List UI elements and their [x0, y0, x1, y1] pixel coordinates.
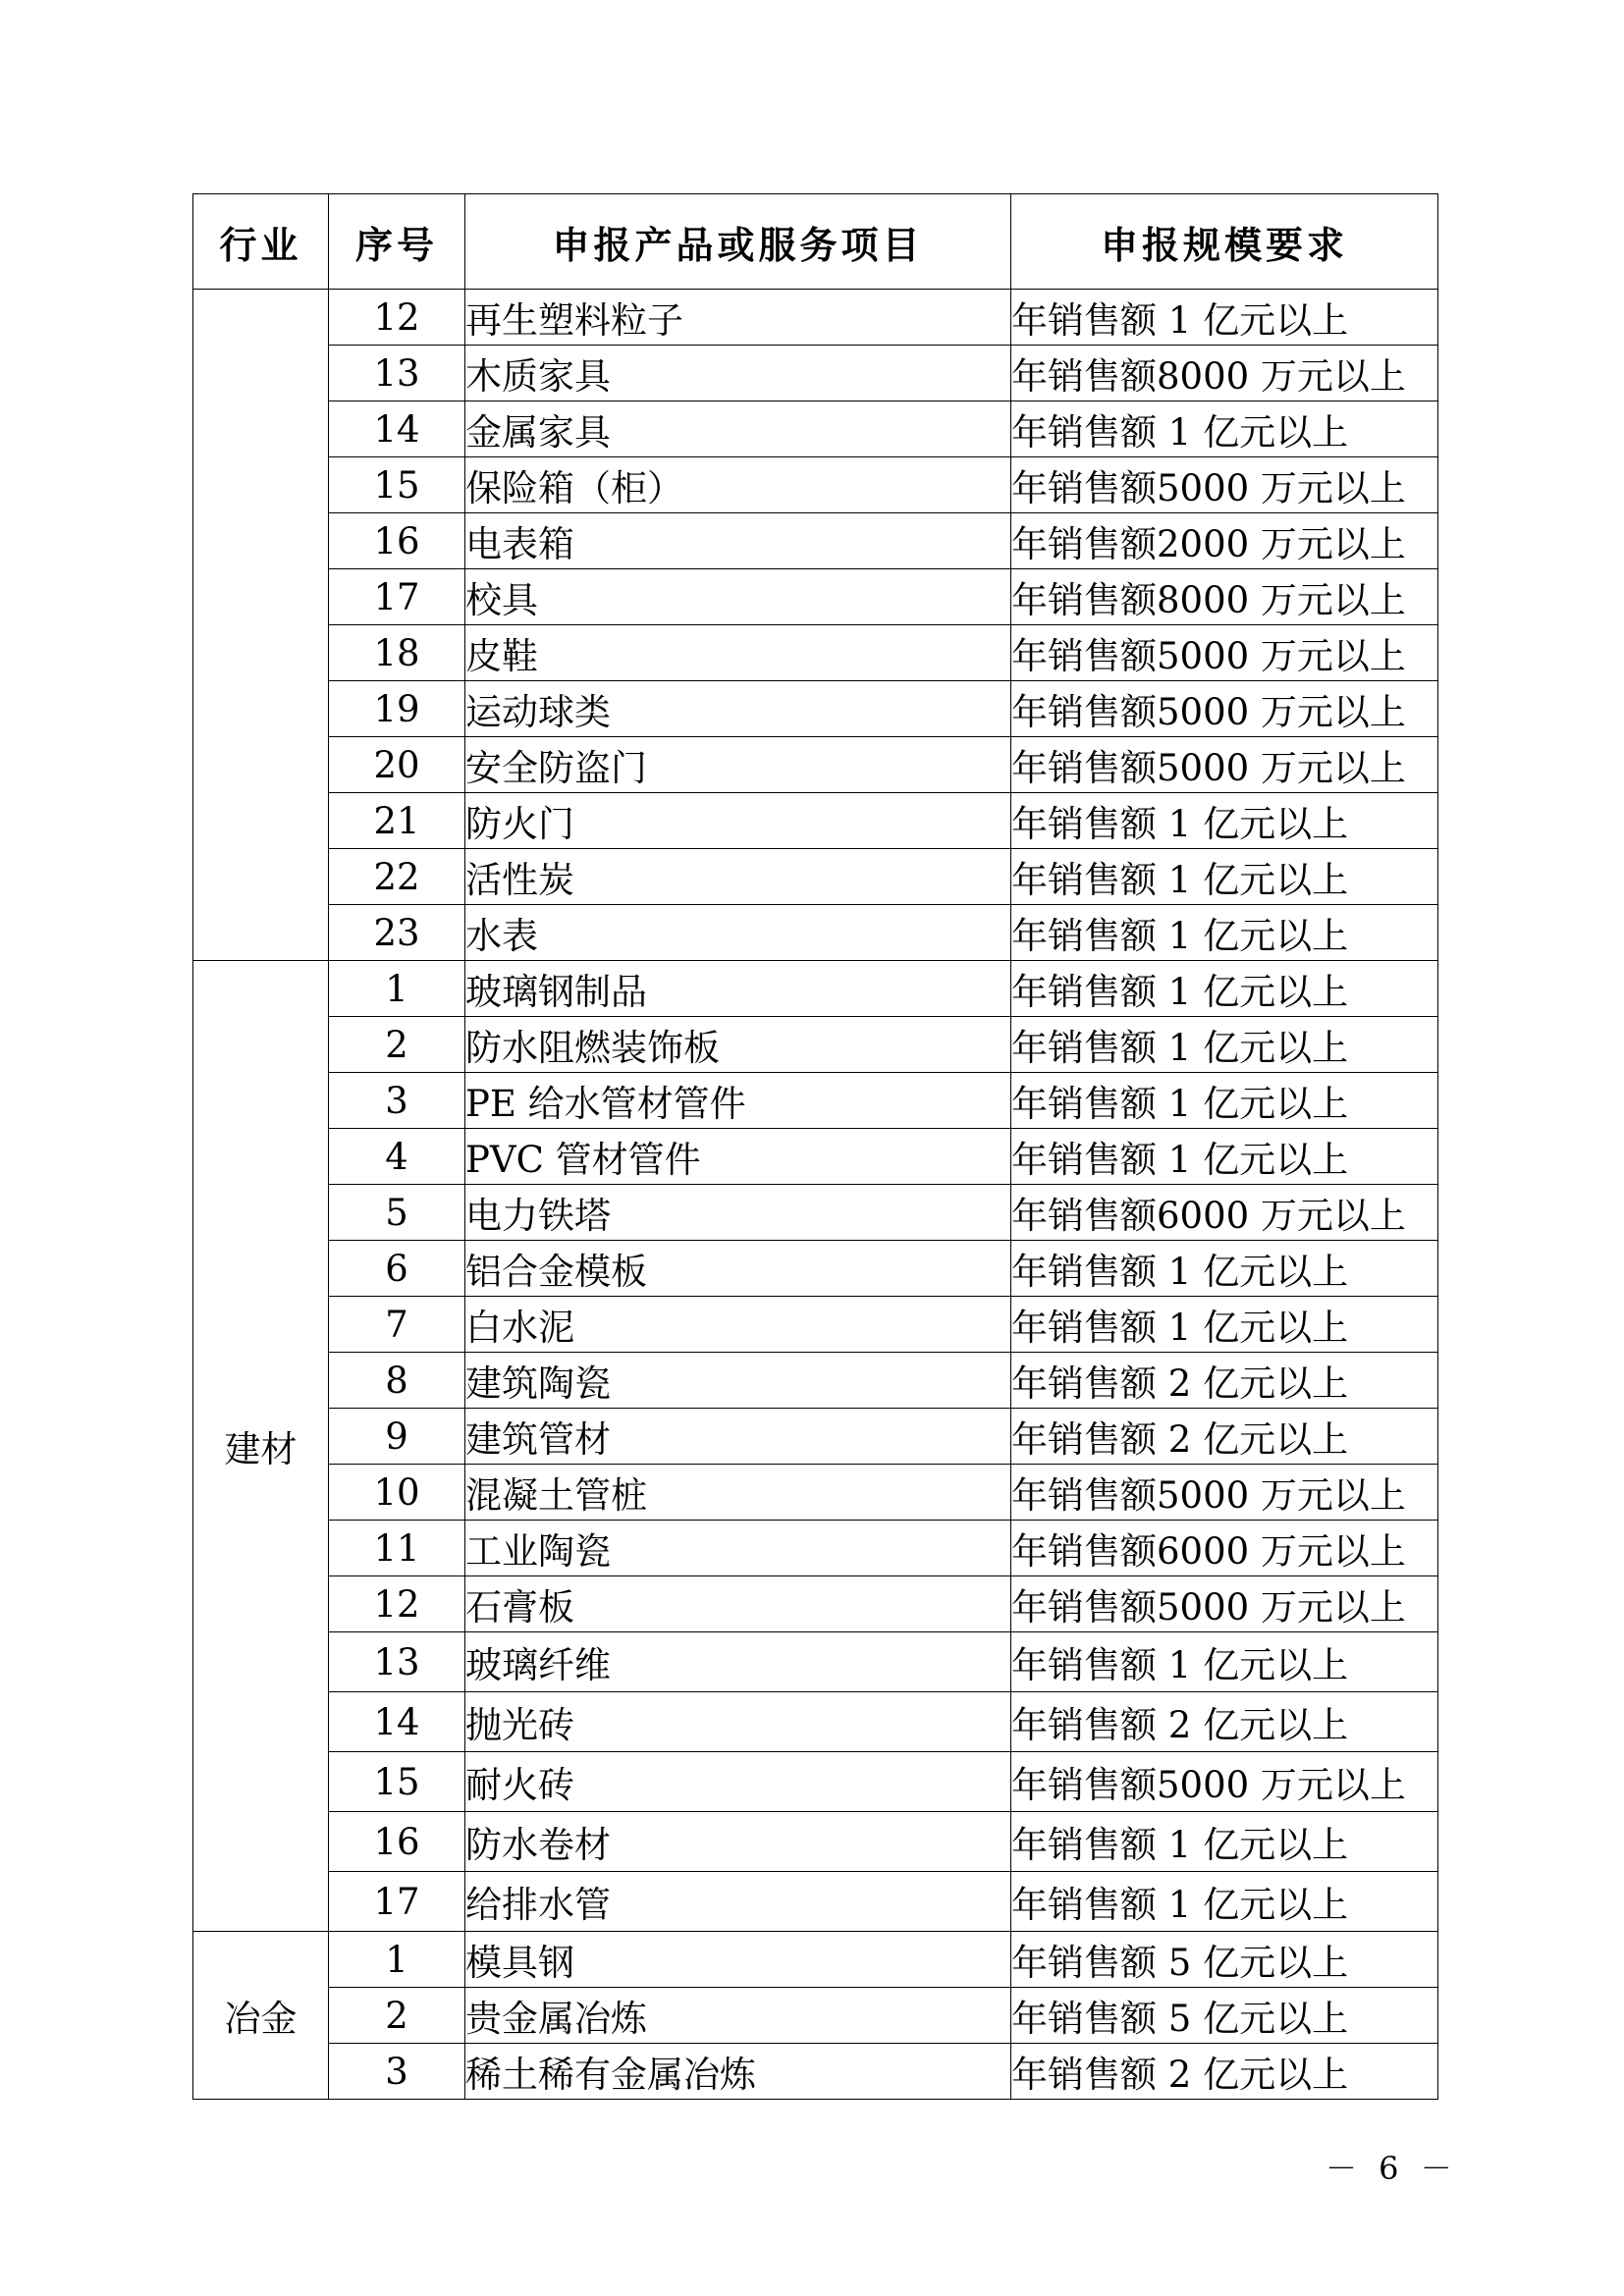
seq-cell: 6: [329, 1241, 465, 1297]
requirement-cell: 年销售额 1 亿元以上: [1011, 849, 1438, 905]
table-row: [193, 346, 1438, 401]
requirement-cell: 年销售额 2 亿元以上: [1011, 1353, 1438, 1409]
requirement-cell: 年销售额5000 万元以上: [1011, 681, 1438, 737]
seq-cell: 8: [329, 1353, 465, 1409]
seq-cell: 17: [329, 1872, 465, 1932]
table-body: [193, 290, 1438, 2100]
requirement-cell: 年销售额5000 万元以上: [1011, 1752, 1438, 1812]
product-cell: 混凝土管桩: [465, 1465, 1011, 1521]
product-cell: 防火门: [465, 793, 1011, 849]
requirement-cell: 年销售额6000 万元以上: [1011, 1521, 1438, 1576]
requirement-cell: 年销售额 5 亿元以上: [1011, 1988, 1438, 2044]
product-cell: 玻璃纤维: [465, 1632, 1011, 1692]
seq-cell: 23: [329, 905, 465, 961]
requirement-cell: 年销售额2000 万元以上: [1011, 513, 1438, 569]
product-cell: 稀土稀有金属冶炼: [465, 2044, 1011, 2100]
seq-cell: 10: [329, 1465, 465, 1521]
table-row: [193, 1297, 1438, 1353]
page-number: － 6 －: [1326, 2150, 1458, 2187]
requirement-cell: 年销售额 1 亿元以上: [1011, 1632, 1438, 1692]
table-row: [193, 1932, 1438, 1988]
seq-cell: 17: [329, 569, 465, 625]
product-cell: 金属家具: [465, 401, 1011, 457]
product-cell: PVC 管材管件: [465, 1129, 1011, 1185]
header-seq: 序号: [329, 194, 465, 290]
product-cell: 铝合金模板: [465, 1241, 1011, 1297]
requirement-cell: 年销售额5000 万元以上: [1011, 457, 1438, 513]
seq-cell: 21: [329, 793, 465, 849]
product-requirements-table: [192, 193, 1438, 2100]
table-row: [193, 1872, 1438, 1932]
product-cell: 白水泥: [465, 1297, 1011, 1353]
table-row: [193, 1129, 1438, 1185]
table-header-row: [193, 194, 1438, 290]
product-cell: 抛光砖: [465, 1692, 1011, 1752]
table-row: [193, 905, 1438, 961]
table-row: [193, 1241, 1438, 1297]
seq-cell: 11: [329, 1521, 465, 1576]
requirement-cell: 年销售额 1 亿元以上: [1011, 1073, 1438, 1129]
seq-cell: 19: [329, 681, 465, 737]
seq-cell: 3: [329, 2044, 465, 2100]
product-cell: 石膏板: [465, 1576, 1011, 1632]
requirement-cell: 年销售额6000 万元以上: [1011, 1185, 1438, 1241]
product-cell: 电表箱: [465, 513, 1011, 569]
table-row: [193, 457, 1438, 513]
requirement-cell: 年销售额 1 亿元以上: [1011, 1297, 1438, 1353]
table-row: [193, 1632, 1438, 1692]
seq-cell: 14: [329, 401, 465, 457]
table-row: [193, 1017, 1438, 1073]
table-row: [193, 737, 1438, 793]
seq-cell: 16: [329, 513, 465, 569]
table-row: [193, 290, 1438, 346]
product-cell: 工业陶瓷: [465, 1521, 1011, 1576]
seq-cell: 7: [329, 1297, 465, 1353]
table-row: [193, 1353, 1438, 1409]
seq-cell: 15: [329, 457, 465, 513]
requirement-cell: 年销售额 1 亿元以上: [1011, 1129, 1438, 1185]
table-row: [193, 625, 1438, 681]
product-cell: 贵金属冶炼: [465, 1988, 1011, 2044]
seq-cell: 4: [329, 1129, 465, 1185]
product-cell: 皮鞋: [465, 625, 1011, 681]
product-cell: 木质家具: [465, 346, 1011, 401]
product-cell: 安全防盗门: [465, 737, 1011, 793]
requirement-cell: 年销售额 1 亿元以上: [1011, 961, 1438, 1017]
seq-cell: 15: [329, 1752, 465, 1812]
product-cell: 保险箱（柜）: [465, 457, 1011, 513]
seq-cell: 13: [329, 346, 465, 401]
seq-cell: 16: [329, 1812, 465, 1872]
requirement-cell: 年销售额 1 亿元以上: [1011, 793, 1438, 849]
requirement-cell: 年销售额8000 万元以上: [1011, 569, 1438, 625]
requirement-cell: 年销售额5000 万元以上: [1011, 1576, 1438, 1632]
header-requirement: 申报规模要求: [1011, 194, 1438, 290]
table-row: [193, 1812, 1438, 1872]
seq-cell: 9: [329, 1409, 465, 1465]
requirement-cell: 年销售额 1 亿元以上: [1011, 1241, 1438, 1297]
seq-cell: 22: [329, 849, 465, 905]
seq-cell: 2: [329, 1017, 465, 1073]
seq-cell: 2: [329, 1988, 465, 2044]
requirement-cell: 年销售额 2 亿元以上: [1011, 2044, 1438, 2100]
table-row: [193, 1576, 1438, 1632]
product-cell: 再生塑料粒子: [465, 290, 1011, 346]
seq-cell: 12: [329, 290, 465, 346]
product-cell: 防水阻燃装饰板: [465, 1017, 1011, 1073]
requirement-cell: 年销售额 5 亿元以上: [1011, 1932, 1438, 1988]
table-row: [193, 1073, 1438, 1129]
requirement-cell: 年销售额 1 亿元以上: [1011, 1812, 1438, 1872]
product-cell: 校具: [465, 569, 1011, 625]
requirement-cell: 年销售额8000 万元以上: [1011, 346, 1438, 401]
table-row: [193, 513, 1438, 569]
product-cell: 给排水管: [465, 1872, 1011, 1932]
table-row: [193, 1988, 1438, 2044]
seq-cell: 14: [329, 1692, 465, 1752]
header-industry: 行业: [193, 194, 329, 290]
requirement-cell: 年销售额 1 亿元以上: [1011, 1872, 1438, 1932]
table-row: [193, 401, 1438, 457]
table-row: [193, 681, 1438, 737]
industry-cell-group-metallurgy: 冶金: [193, 1932, 329, 2100]
table-row: [193, 569, 1438, 625]
seq-cell: 18: [329, 625, 465, 681]
requirement-cell: 年销售额 1 亿元以上: [1011, 290, 1438, 346]
table-row: [193, 1521, 1438, 1576]
requirement-cell: 年销售额5000 万元以上: [1011, 737, 1438, 793]
requirement-cell: 年销售额 1 亿元以上: [1011, 905, 1438, 961]
requirement-cell: 年销售额5000 万元以上: [1011, 625, 1438, 681]
seq-cell: 3: [329, 1073, 465, 1129]
seq-cell: 5: [329, 1185, 465, 1241]
table-row: [193, 1185, 1438, 1241]
header-product: 申报产品或服务项目: [465, 194, 1011, 290]
seq-cell: 12: [329, 1576, 465, 1632]
table-row: [193, 1465, 1438, 1521]
product-cell: 玻璃钢制品: [465, 961, 1011, 1017]
table-row: [193, 2044, 1438, 2100]
requirement-cell: 年销售额5000 万元以上: [1011, 1465, 1438, 1521]
requirement-cell: 年销售额 2 亿元以上: [1011, 1692, 1438, 1752]
seq-cell: 1: [329, 961, 465, 1017]
product-cell: 活性炭: [465, 849, 1011, 905]
table-row: [193, 793, 1438, 849]
industry-cell-group-building-materials: 建材: [193, 961, 329, 1932]
requirement-cell: 年销售额 1 亿元以上: [1011, 1017, 1438, 1073]
table-row: [193, 1692, 1438, 1752]
seq-cell: 13: [329, 1632, 465, 1692]
product-cell: 建筑陶瓷: [465, 1353, 1011, 1409]
requirement-cell: 年销售额 2 亿元以上: [1011, 1409, 1438, 1465]
product-cell: 耐火砖: [465, 1752, 1011, 1812]
industry-cell-group-continued: [193, 290, 329, 961]
seq-cell: 20: [329, 737, 465, 793]
seq-cell: 1: [329, 1932, 465, 1988]
product-cell: 运动球类: [465, 681, 1011, 737]
table-row: [193, 849, 1438, 905]
product-cell: 模具钢: [465, 1932, 1011, 1988]
table-row: [193, 1409, 1438, 1465]
product-cell: 建筑管材: [465, 1409, 1011, 1465]
product-cell: PE 给水管材管件: [465, 1073, 1011, 1129]
requirement-cell: 年销售额 1 亿元以上: [1011, 401, 1438, 457]
table-row: [193, 1752, 1438, 1812]
product-cell: 水表: [465, 905, 1011, 961]
product-cell: 防水卷材: [465, 1812, 1011, 1872]
table-row: [193, 961, 1438, 1017]
product-cell: 电力铁塔: [465, 1185, 1011, 1241]
